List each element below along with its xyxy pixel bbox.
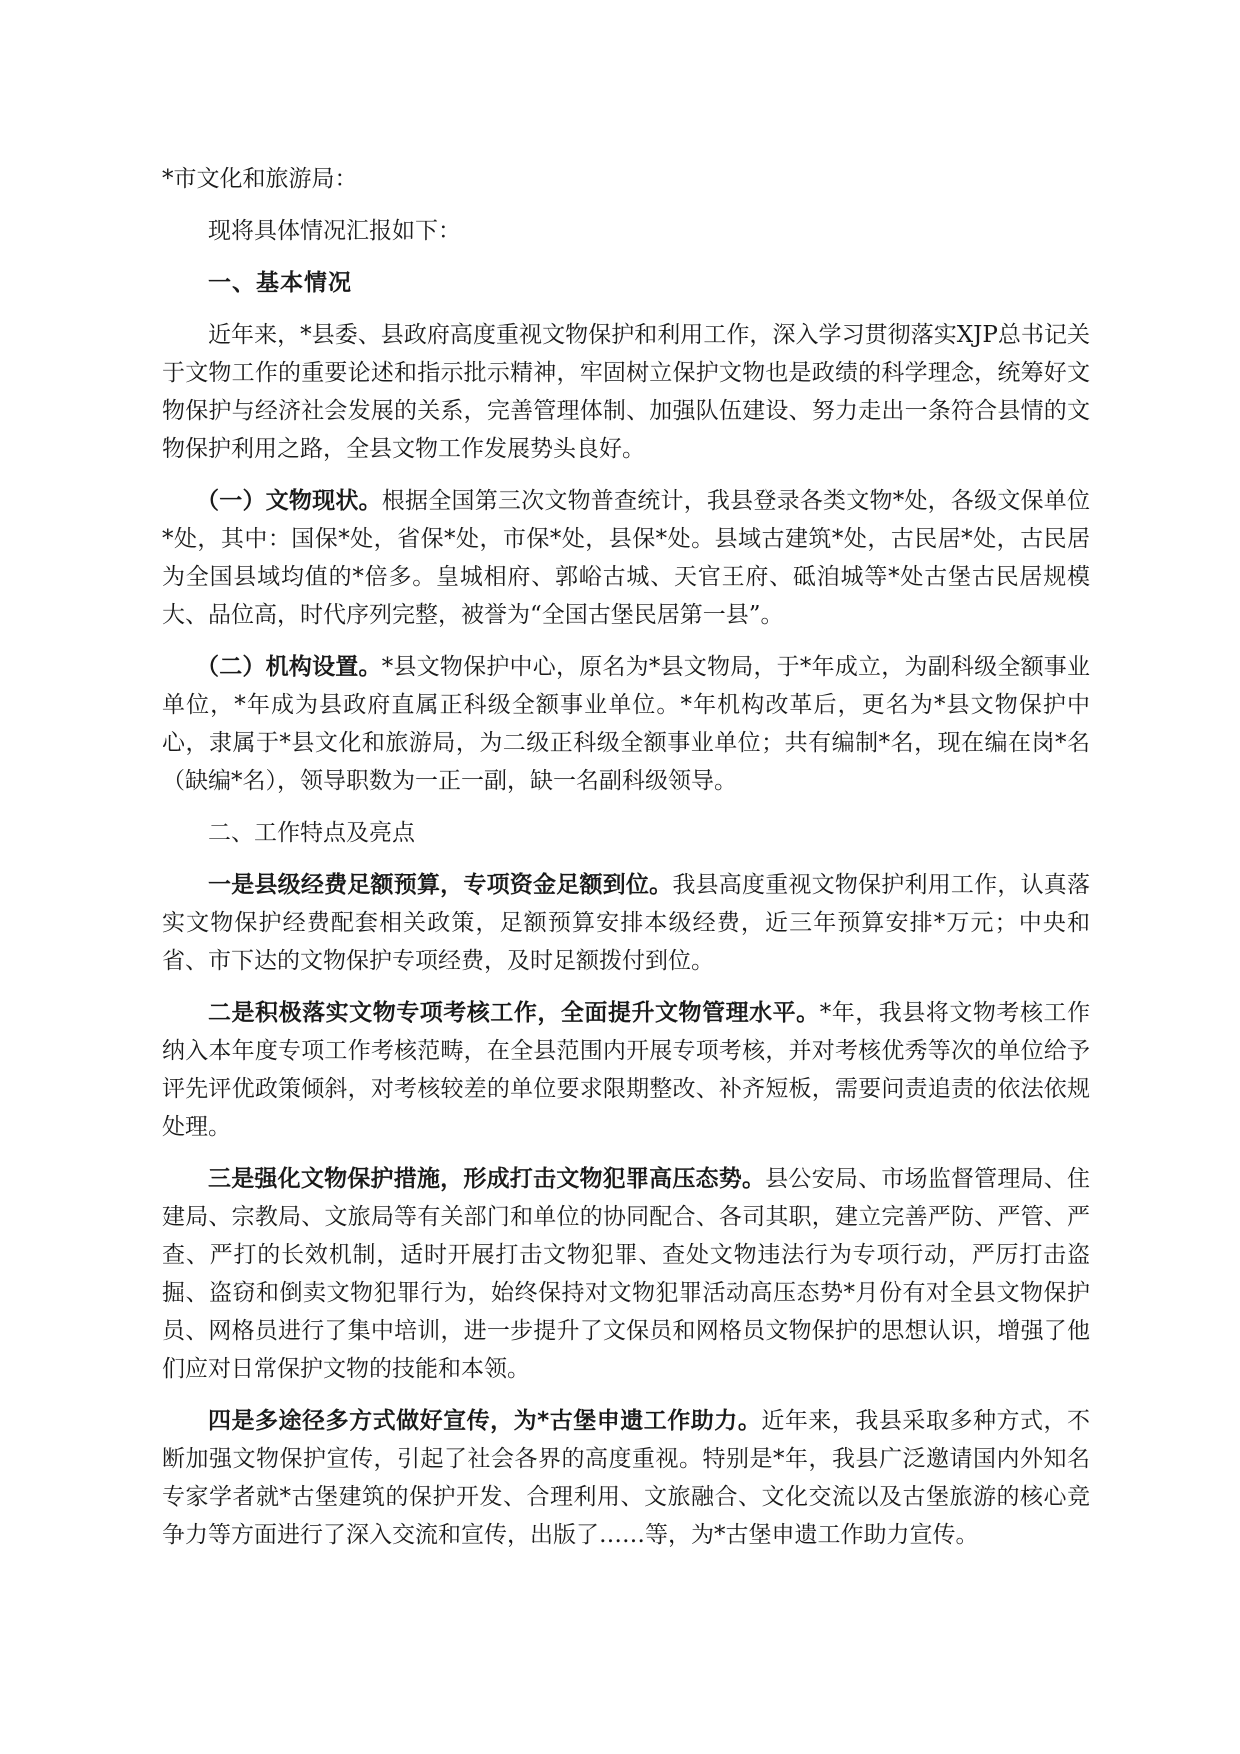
feature-point-4 — [162, 1402, 1090, 1554]
point-text: 我县高度重视文物保护利用工作，认真落实文物保护经费配套相关政策，足额预算安排本级经费，近三年预算安排*万元；中央和省、市下达的文物保护专项经费，及时足额拨付到位。 — [162, 872, 1091, 974]
point-text: *年，我县将文物考核工作纳入本年度专项工作考核范畴，在全县范围内开展专项考核，并对考核优秀等次的单位给予评先评优政策倾斜，对考核较差的单位要求限期整改、补齐短板，需要问责追责的依法依规处理。 — [162, 1000, 1091, 1140]
subsection-text: *县文物保护中心，原名为*县文物局，于*年成立，为副科级全额事业单位，*年成为县政府直属正科级全额事业单位。*年机构改革后，更名为*县文物保护中心，隶属于*县文化和旅游局，为二级正科级全额事业单位；共有编制*名，现在编在岗*名（缺编*名），领导职数为一正一副，缺一名副科级领导。 — [162, 654, 1091, 794]
intro-paragraph: 现将具体情况汇报如下： — [208, 218, 461, 244]
point-text: 近年来，我县采取多种方式，不断加强文物保护宣传，引起了社会各界的高度重视。特别是*年，我县广泛邀请国内外知名专家学者就*古堡建筑的保护开发、合理利用、文旅融合、文化交流以及古堡旅游的核心竞争力等方面进行了深入交流和宣传，出版了……等，为*古堡申遗工作助力宣传。 — [162, 1408, 1091, 1548]
feature-point-2 — [162, 994, 1090, 1146]
point-lead: 四是多途径多方式做好宣传，为*古堡申遗工作助力。 — [208, 1408, 762, 1434]
feature-point-3 — [162, 1160, 1090, 1388]
section-heading-features: 二、工作特点及亮点 — [208, 820, 415, 846]
subsection-lead: （二）机构设置。 — [196, 654, 382, 680]
section1-paragraph: 近年来，*县委、县政府高度重视文物保护和利用工作，深入学习贯彻落实XJP总书记关于文物工作的重要论述和指示批示精神，牢固树立保护文物也是政绩的科学理念，统筹好文物保护与经济社会发展的关系，完善管理体制、加强队伍建设、努力走出一条符合县情的文物保护利用之路，全县文物工作发展势头良好。 — [162, 322, 1090, 462]
point-lead: 三是强化文物保护措施，形成打击文物犯罪高压态势。 — [208, 1166, 766, 1192]
point-text: 县公安局、市场监督管理局、住建局、宗教局、文旅局等有关部门和单位的协同配合、各司其职，建立完善严防、严管、严查、严打的长效机制，适时开展打击文物犯罪、查处文物违法行为专项行动，严厉打击盗掘、盗窃和倒卖文物犯罪行为，始终保持对文物犯罪活动高压态势*月份有对全县文物保护员、网格员进行了集中培训，进一步提升了文保员和网格员文物保护的思想认识，增强了他们应对日常保护文物的技能和本领。 — [162, 1166, 1091, 1382]
section-heading-basic-situation: 一、基本情况 — [208, 270, 352, 296]
subsection-text: 根据全国第三次文物普查统计，我县登录各类文物*处，各级文保单位*处，其中：国保*处，省保*处，市保*处，县保*处。县域古建筑*处，古民居*处，古民居为全国县域均值的*倍多。皇城相府、郭峪古城、天官王府、砥洎城等*处古堡古民居规模大、品位高，时代序列完整，被誉为“全国古堡民居第一县”。 — [162, 488, 1091, 628]
document-body — [162, 160, 1090, 1568]
point-lead: 一是县级经费足额预算，专项资金足额到位。 — [208, 872, 673, 898]
feature-point-1 — [162, 866, 1090, 980]
subsection-lead: （一）文物现状。 — [196, 488, 382, 514]
salutation: *市文化和旅游局： — [162, 166, 358, 192]
subsection-relics-status — [162, 482, 1090, 634]
subsection-organization — [162, 648, 1090, 800]
point-lead: 二是积极落实文物专项考核工作，全面提升文物管理水平。 — [208, 1000, 820, 1026]
